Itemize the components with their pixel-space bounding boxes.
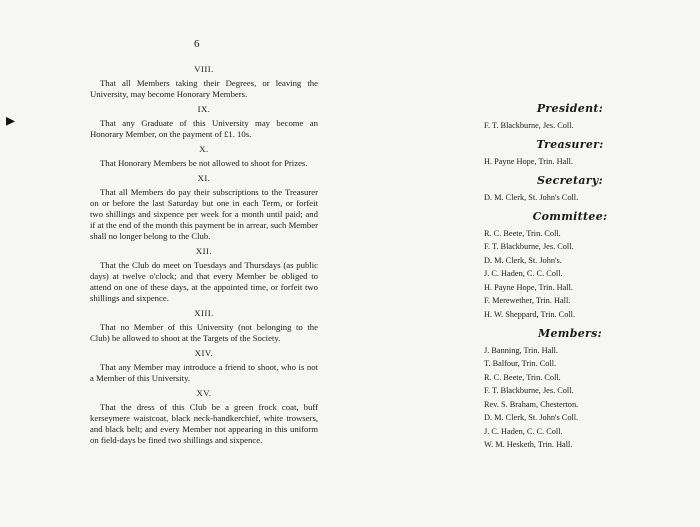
rule-text: That the dress of this Club be a green frock coat, buff kerseymere waistcoat, black neck-handkerchief, white trowsers, and black belt; and every Member not appearing in this uniform on field-days be fined two shillings and sixpence. [90,402,318,445]
committee-member: J. C. Haden, C. C. Coll. [484,269,563,278]
rule-text: That all Members taking their Degrees, or leaving the University, may become Honorary Members. [90,78,318,99]
president-name: F. T. Blackburne, Jes. Coll. [484,120,574,130]
rule-number: XV. [196,388,212,398]
rule-text: That any Graduate of this University may become an Honorary Member, on the payment of £1. 10s. [90,118,318,139]
committee-member: D. M. Clerk, St. John's. [484,255,562,265]
rule-number: IX. [197,104,211,114]
treasurer-name: H. Payne Hope, Trin. Hall. [484,156,573,166]
committee-member: R. C. Beete, Trin. Coll. [484,228,561,238]
rules-list [90,60,318,446]
president-heading: President: [536,102,604,115]
officers-list [480,96,660,452]
rule-number: XII. [195,246,213,256]
rule-text: That any Member may introduce a friend to shoot, who is not a Member of this University. [90,362,318,383]
rule [90,173,318,242]
rule [90,144,318,169]
rule-text: That the Club do meet on Tuesdays and Thursdays (as public days) at twelve o'clock; and that every Member be obliged to attend on one of these days, at the appointed time, or forfeit two shillings and sixpence. [90,260,318,303]
rule [90,246,318,304]
member-entry: T. Balfour, Trin. Coll. [484,359,557,368]
rule-text: That Honorary Members be not allowed to shoot for Prizes. [100,158,308,168]
committee-heading: Committee: [532,210,608,223]
rule-number: X. [199,144,209,154]
member-entry: W. M. Hesketh, Trin. Hall. [484,440,573,449]
rule-number: XIII. [194,308,214,318]
secretary-name: D. M. Clerk, St. John's Coll. [484,192,579,202]
rule [90,308,318,344]
member-entry: F. T. Blackburne, Jes. Coll. [484,386,574,395]
right-page [430,0,700,527]
member-entry: R. C. Beete, Trin. Coll. [484,372,561,382]
committee-member: F. T. Blackburne, Jes. Coll. [484,242,574,251]
rule-text: That no Member of this University (not belonging to the Club) be allowed to shoot at the Targets of the Society. [90,322,318,343]
member-entry: D. M. Clerk, St. John's Coll. [484,413,579,422]
treasurer-heading: Treasurer: [536,138,604,151]
binding-mark-icon: ▸ [6,110,16,130]
rule-number: XI. [197,173,211,183]
member-entry: J. C. Haden, C. C. Coll. [484,426,563,436]
rule-number: XIV. [194,348,214,358]
rule [90,104,318,140]
member-entry: Rev. S. Braham, Chesterton. [484,399,579,409]
page-number: 6 [194,38,200,50]
rule [90,348,318,384]
committee-member: H. W. Sheppard, Trin. Coll. [484,309,576,319]
rule [90,64,318,100]
member-entry: J. Banning, Trin. Hall. [484,345,558,355]
secretary-heading: Secretary: [537,174,603,187]
committee-member: F. Merewether, Trin. Hall. [484,296,571,305]
rule-number: VIII. [194,64,214,74]
rule [90,388,318,446]
rule-text: That all Members do pay their subscriptions to the Treasurer on or before the last Saturday but one in each Term, or forfeit two shillings and sixpence per week for a month until paid; and if at the end of the month this payment be in arrear, such Member shall no longer belong to the Club. [90,187,318,241]
members-heading: Members: [538,327,602,340]
committee-member: H. Payne Hope, Trin. Hall. [484,282,573,292]
